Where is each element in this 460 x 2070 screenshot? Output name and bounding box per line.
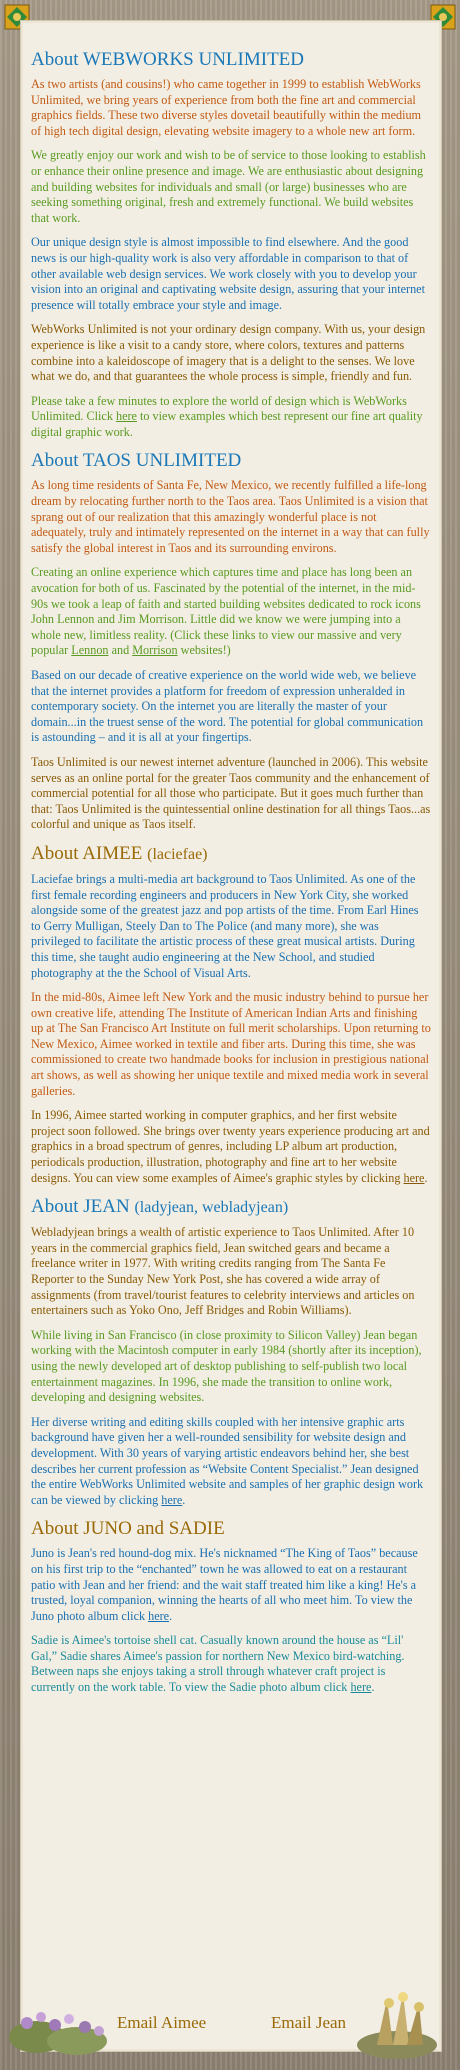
sadie-album-link[interactable]: here bbox=[350, 1680, 372, 1695]
paragraph: Laciefae brings a multi-media art background to Taos Unlimited. As one of the first female recording engineers and producers in New York City, she worked alongside some of the greatest jazz and pop artists of the time. From Earl Hines to Gerry Mulligan, Steely Dan to The Police (and many more), she was privileged to facilitate the artistic process of these great musical artists. During this time, she taught audio engineering at the New School, and studied photography at the the School of Visual Arts. bbox=[31, 871, 419, 980]
paragraph: Creating an online experience which captures time and place has long been an avocation for both of us. Fascinated by the potential of the internet, in the mid-90s we took a leap of faith and started building websites dedicated to rock icons John Lennon and Jim Morrison. Little did we know we were jumping into a whole new, limitless reality. (Click these links to view our massive and very popular Lennon and Morrison websites!) bbox=[31, 565, 421, 658]
aimee-graphics-link[interactable]: here bbox=[403, 1170, 425, 1185]
paragraph: Webladyjean brings a wealth of artistic experience to Taos Unlimited. After 10 years in the commercial graphics field, Jean switched gears and became a freelance writer in 1977. With writing credits ranging from The Santa Fe Reporter to the Sunday New York Post, she has covered a wide array of assignments (from travel/tourist features to celebrity interviews and articles on entertainers such as Yoko Ono, Jeff Bridges and Robin Williams). bbox=[31, 1225, 415, 1318]
paragraph: In 1996, Aimee started working in computer graphics, and her first website project soon followed. She brings over twenty years experience producing art and graphics in a broad spectrum of genres, including LP album art production, periodicals production, illustration, photography and fine art to her website designs. You can view some examples of Aimee's graphic styles by clicking here. bbox=[31, 1108, 430, 1185]
morrison-link[interactable]: Morrison bbox=[132, 643, 178, 658]
section-heading: About TAOS UNLIMITED bbox=[31, 450, 242, 472]
footer bbox=[21, 1989, 441, 2051]
paragraph: Our unique design style is almost impossible to find elsewhere. And the good news is our high-quality work is also very affordable in comparison to that of other available web design services. We work closely with you to develop your vision into an original and captivating website design, assuring that your internet presence will totally embrace your style and image. bbox=[31, 235, 425, 312]
paragraph: As two artists (and cousins!) who came together in 1999 to establish WebWorks Unlimited, we bring years of experience from both the fine art and commercial graphics fields. These two diverse styles dovetail beautifully within the medium of high tech digital design, elevating website imagery to a whole new art form. bbox=[31, 77, 422, 138]
paragraph: Her diverse writing and editing skills coupled with her intensive graphic arts background have given her a well-rounded sensibility for website design and development. With 30 years of varying artistic endeavors behind her, she best describes her current profession as “Website Content Specialist.” Jean designed the entire WebWorks Unlimited website and samples of her graphic design work can be viewed by clicking here. bbox=[31, 1414, 424, 1507]
paragraph: WebWorks Unlimited is not your ordinary design company. With us, your design experience is like a visit to a candy store, where colors, textures and patterns combine into a kaleidoscope of imagery that is a delight to the senses. We love what we do, and that guarantees the whole process is simple, friendly and fun. bbox=[31, 322, 426, 384]
examples-link[interactable]: here bbox=[115, 409, 137, 424]
paragraph: Please take a few minutes to explore the world of design which is WebWorks Unlimited. Click here to view examples which best represent our fine art quality digital graphic work. bbox=[31, 393, 423, 439]
lennon-link[interactable]: Lennon bbox=[71, 643, 109, 658]
content-area bbox=[21, 21, 441, 1696]
flowers-right-icon bbox=[337, 1989, 455, 2059]
paragraph: Taos Unlimited is our newest internet adventure (launched in 2006). This website serves as an online portal for the greater Taos community and the enhancement of commercial potential for all those who participate. But it goes much further than that: Taos Unlimited is the quintessential online destination for all things Taos...as colorful and unique as Taos itself. bbox=[31, 754, 431, 832]
paragraph: Juno is Jean's red hound-dog mix. He's nicknamed “The King of Taos” because on his first trip to the “enchanted” town he was allowed to eat on a restaurant patio with Jean and her friend: and the wait staff treated him like a king! He's a trusted, loyal companion, winning the hearts of all who meet him. To view the Juno photo album click here. bbox=[31, 1546, 418, 1623]
section-heading: About JEAN (ladyjean, webladyjean) bbox=[31, 1196, 289, 1218]
email-jean-link[interactable]: Email Jean bbox=[271, 2013, 347, 2032]
paragraph: In the mid-80s, Aimee left New York and the music industry behind to pursue her own creative life, attending The Institute of American Indian Arts and finishing up at The San Francisco Art Institute on full merit scholarships. Upon returning to New Mexico, Aimee worked in textile and fiber arts. During this time, she was commissioned to create two handmade books for inclusion in prestigious national art shows, as well as showing her unique textile and mixed media work in several galleries. bbox=[31, 990, 431, 1098]
flowers-left-icon bbox=[7, 1989, 125, 2059]
paragraph: Sadie is Aimee's tortoise shell cat. Casually known around the house as “Lil' Gal,” Sadie shares Aimee's passion for northern New Mexico bird-watching. Between naps she enjoys taking a stroll through whatever craft project is currently on the work table. To view the Sadie photo album click here. bbox=[31, 1633, 405, 1695]
paragraph: While living in San Francisco (in close proximity to Silicon Valley) Jean began working with the Macintosh computer in early 1984 (shortly after its inception), using the newly developed art of desktop publishing to self-publish two local entertainment magazines. In 1996, she made the transition to online work, developing and designing websites. bbox=[31, 1327, 422, 1405]
section-heading: About WEBWORKS UNLIMITED bbox=[31, 49, 305, 70]
paragraph: Based on our decade of creative experience on the world wide web, we believe that the internet provides a platform for freedom of expression unheralded in contemporary society. On the internet you are literally the master of your domain...in the truest sense of the word. The potential for global communication is astounding – and it is all at your fingertips. bbox=[31, 668, 424, 745]
section-heading: About JUNO and SADIE bbox=[31, 1518, 225, 1540]
section-heading: About AIMEE (laciefae) bbox=[31, 842, 208, 864]
content-panel bbox=[20, 20, 442, 2052]
paragraph: As long time residents of Santa Fe, New Mexico, we recently fulfilled a life-long dream by relocating further north to the Taos area. Taos Unlimited is a vision that sprang out of our realization that this amazingly wonderful place is not adequately, truly and intimately represented on the internet in a way that can fully satisfy the global interest in Taos and its surrounding environs. bbox=[31, 478, 430, 555]
email-aimee-link[interactable]: Email Aimee bbox=[117, 2013, 207, 2032]
jean-work-link[interactable]: here bbox=[161, 1492, 183, 1507]
paragraph: We greatly enjoy our work and wish to be of service to those looking to establish or enhance their online presence and image. We are enthusiastic about designing and building websites for individuals and small (or large) businesses who are seeking something original, fresh and extremely functional. We build websites that work. bbox=[31, 148, 426, 225]
juno-album-link[interactable]: here bbox=[148, 1608, 170, 1623]
